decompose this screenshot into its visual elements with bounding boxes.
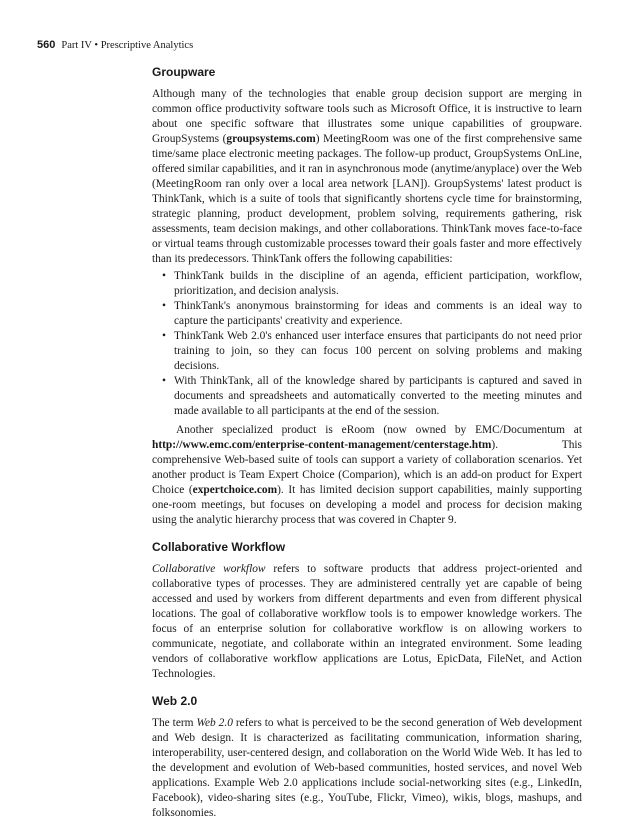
text: Another specialized product is eRoom (now owned by EMC/Documentum at [176, 424, 582, 436]
term-web-2: Web 2.0 [196, 717, 233, 729]
workflow-paragraph [152, 562, 582, 682]
list-item: • With ThinkTank, all of the knowledge shared by participants is captured and saved in documents and spreadsheets and automatically converted to the meeting minutes and made available to all participants at the end of the session. [174, 374, 582, 419]
section-heading-web-2: Web 2.0 [152, 694, 198, 708]
text: refers to software products that address project-oriented and collaborative types of processes. They are administered centrally yet are capable of being accessed and used by workers from different departments and even from different physical locations. The goal of collaborative workflow tools is to empower knowledge workers. The focus of an enterprise solution for collaborative workflow is on allowing workers to communicate, negotiate, and collaborate within an integrated environment. Some leading vendors of collaborative workflow applications are Lotus, EpicData, FileNet, and Action Technologies. [152, 563, 583, 680]
section-heading-collaborative-workflow: Collaborative Workflow [152, 540, 286, 554]
spacer [152, 528, 582, 535]
text: ) MeetingRoom was one of the first comprehensive same time/same place electronic meeting packages. The follow-up product, GroupSystems OnLine, offered similar capabilities, and it ran in asynchronous mode (anytime/anyplace) over the Web (MeetingRoom ran only over a local area network [LAN]). GroupSystems' latest product is ThinkTank, which is a suite of tools that significantly shortens cycle time for brainstorming, strategic planning, product development, problem solving, requirements gathering, risk assessments, team decision makings, and other collaborations. ThinkTank moves face-to-face or virtual teams through customizable processes toward their goals faster and more effectively than its predecessors. ThinkTank offers the following capabilities: [152, 133, 582, 265]
groupware-paragraph-1 [152, 87, 582, 267]
text: The term [152, 717, 197, 729]
emc-link[interactable]: http://www.emc.com/enterprise-content-management/centerstage.htm [152, 439, 492, 451]
page-number: 560 [37, 39, 56, 51]
text: Although many of the technologies that enable group decision support are merging in common office productivity software tools such as Microsoft Office, it is instructive to learn about one specific software that illustrates some unique capabilities of groupware. GroupSystems ( [152, 88, 582, 145]
text: ). It has limited decision support capabilities, mainly supporting one-room meetings, but focuses on developing a model and process for decision making using the analytic hierarchy process that was covered in Chapter 9. [152, 484, 583, 526]
list-item: • ThinkTank's anonymous brainstorming for ideas and comments is an ideal way to capture the participants' creativity and experience. [174, 299, 582, 329]
web2-paragraph [152, 716, 582, 821]
groupsystems-link[interactable]: groupsystems.com [226, 133, 316, 145]
main-content [152, 60, 582, 821]
section-heading-groupware: Groupware [152, 65, 216, 79]
text: ). This comprehensive Web-based suite of tools can support a variety of collaboration scenarios. Yet another product is Team Expert Choice (Comparion), which is an add-on product for Expert Choice ( [152, 439, 582, 496]
running-title: Part IV • Prescriptive Analytics [61, 40, 194, 51]
thinktank-capabilities-list [152, 269, 582, 419]
text: refers to what is perceived to be the second generation of Web development and Web design. It is characterized as facilitating communication, information sharing, interoperability, user-centered design, and collaboration on the World Wide Web. It has led to the development and evolution of Web-based communities, hosted services, and novel Web applications. Example Web 2.0 applications include social-networking sites (e.g., LinkedIn, Facebook), video-sharing sites (e.g., YouTube, Flickr, Vimeo), wikis, blogs, mashups, and folksonomies. [152, 717, 583, 819]
spacer [152, 682, 582, 689]
list-item: • ThinkTank builds in the discipline of an agenda, efficient participation, workflow, prioritization, and decision analysis. [174, 269, 582, 299]
list-item: • ThinkTank Web 2.0's enhanced user interface ensures that participants do not need prior training to join, so they can focus 100 percent on solving problems and making decisions. [174, 329, 582, 374]
groupware-paragraph-2 [152, 423, 582, 528]
expertchoice-link[interactable]: expertchoice.com [192, 484, 278, 496]
term-collaborative-workflow: Collaborative workflow [152, 563, 266, 575]
running-head [37, 39, 193, 51]
